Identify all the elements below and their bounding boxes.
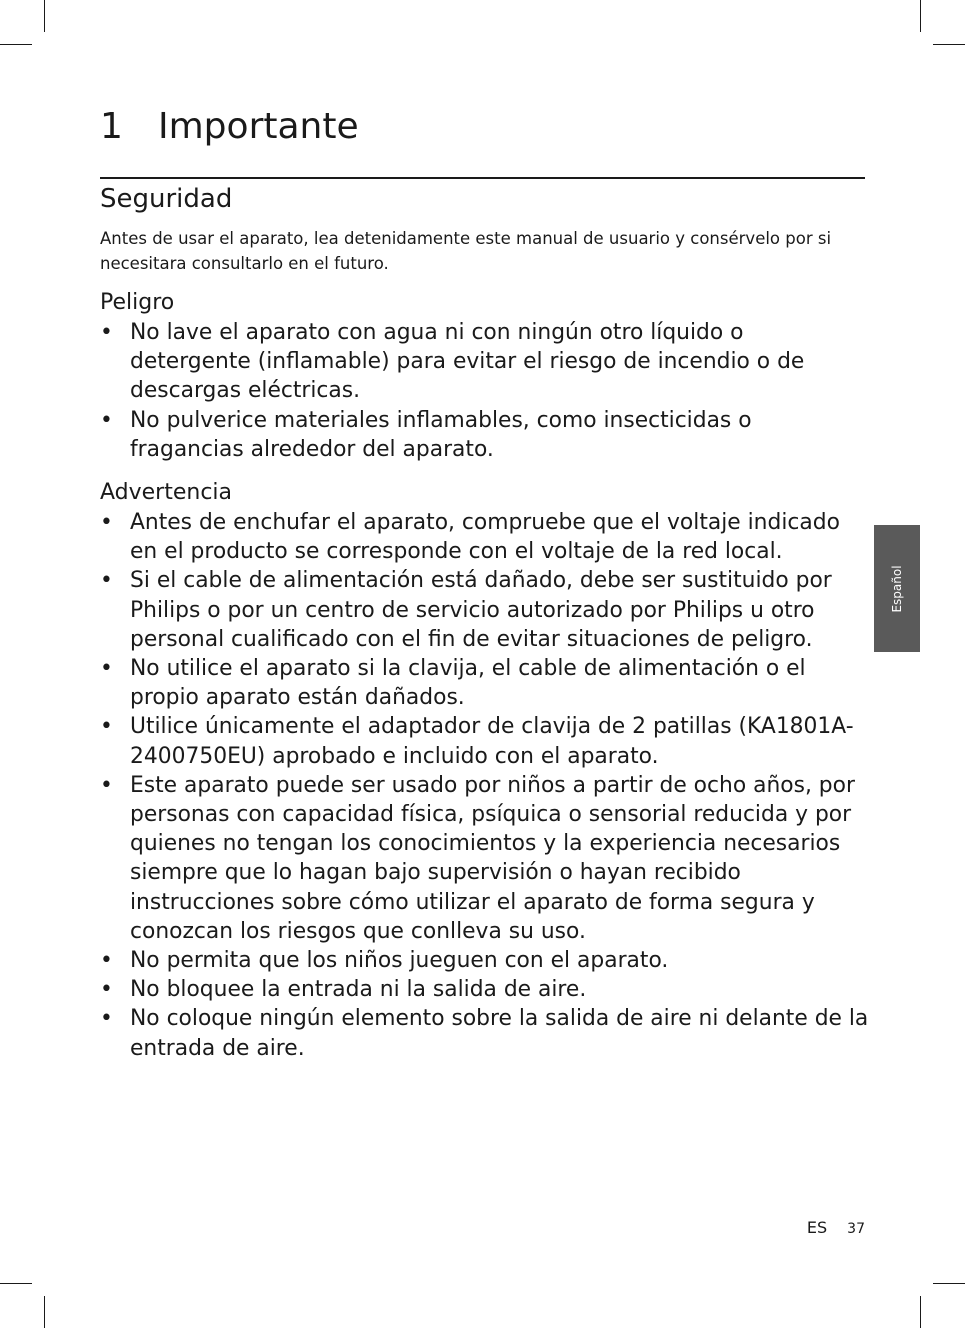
warning-heading: Advertencia (100, 480, 233, 505)
footer-language: ES (806, 1218, 828, 1237)
page-footer (807, 1218, 865, 1237)
list-item: • Este aparato puede ser usado por niños a partir de ocho años, por personas con capacidad física, psíquica o sensorial reducida y por quienes no tengan los conocimientos y la experiencia necesarios siempre que lo hagan bajo supervisión o hayan recibido instrucciones sobre cómo utilizar el aparato de forma segura y conozcan los riesgos que conlleva su uso. (100, 771, 870, 946)
language-tab (874, 525, 920, 652)
list-item: • Si el cable de alimentación está dañado, debe ser sustituido por Philips o por un centro de servicio autorizado por Philips u otro personal cualificado con el fin de evitar situaciones de peligro. (100, 566, 870, 654)
chapter-title: Importante (158, 106, 359, 147)
list-item: • No coloque ningún elemento sobre la salida de aire ni delante de la entrada de aire. (100, 1004, 870, 1062)
crop-mark (920, 1296, 921, 1328)
crop-mark (0, 44, 32, 45)
list-item: • No lave el aparato con agua ni con ningún otro líquido o detergente (inflamable) para evitar el riesgo de incendio o de descargas eléctricas. (100, 318, 870, 406)
crop-mark (933, 1283, 965, 1284)
crop-mark (0, 1283, 32, 1284)
page-number: 37 (847, 1221, 865, 1237)
section-title: Seguridad (100, 184, 233, 214)
list-item: • Antes de enchufar el aparato, compruebe que el voltaje indicado en el producto se corresponde con el voltaje de la red local. (100, 508, 870, 566)
chapter-heading (100, 104, 359, 150)
danger-list (100, 318, 870, 464)
warning-list (100, 508, 870, 1063)
crop-mark (920, 0, 921, 32)
list-item: • No bloquee la entrada ni la salida de aire. (100, 975, 870, 1004)
list-item: • No utilice el aparato si la clavija, el cable de alimentación o el propio aparato están dañados. (100, 654, 870, 712)
crop-mark (933, 44, 965, 45)
list-item: • No pulverice materiales inflamables, como insecticidas o fragancias alrededor del aparato. (100, 406, 870, 464)
crop-mark (44, 1296, 45, 1328)
crop-mark (44, 0, 45, 32)
danger-heading: Peligro (100, 290, 175, 315)
language-tab-label: Español (890, 564, 904, 613)
section-intro: Antes de usar el aparato, lea detenidamente este manual de usuario y consérvelo por si necesitara consultarlo en el futuro. (100, 229, 832, 273)
chapter-number: 1 (100, 106, 123, 147)
list-item: • Utilice únicamente el adaptador de clavija de 2 patillas (KA1801A-2400750EU) aprobado e incluido con el aparato. (100, 712, 870, 770)
list-item: • No permita que los niños jueguen con el aparato. (100, 946, 870, 975)
chapter-rule (100, 177, 865, 179)
